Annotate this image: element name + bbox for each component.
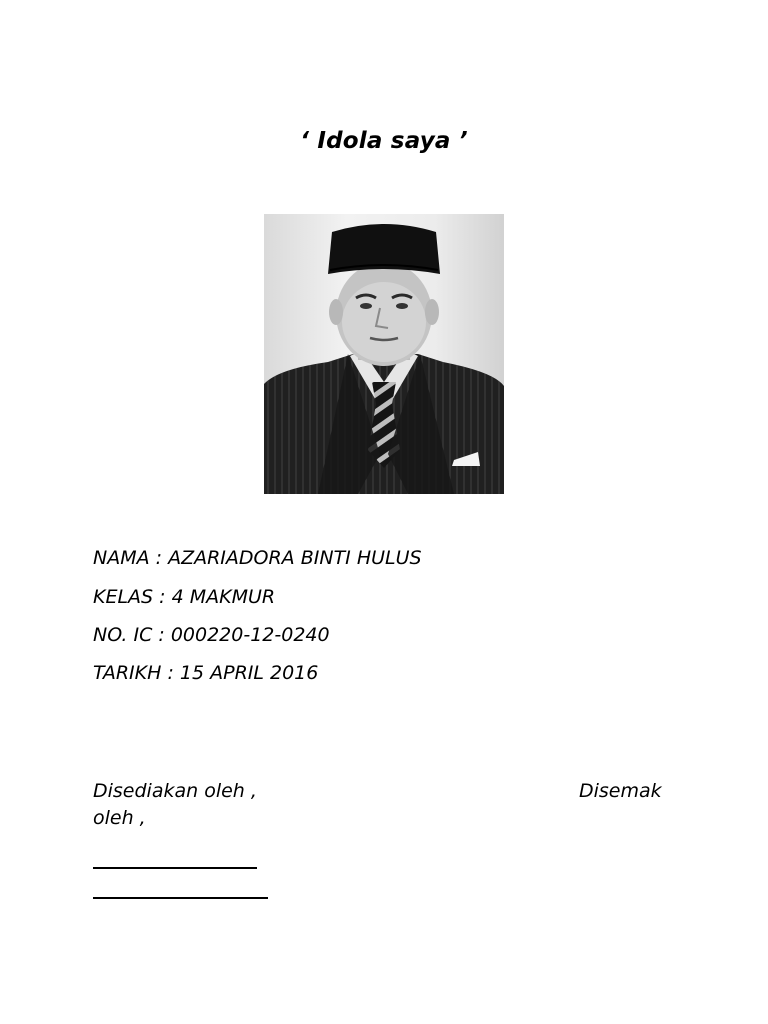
info-nama: NAMA : AZARIADORA BINTI HULUS xyxy=(93,547,422,569)
info-kelas: KELAS : 4 MAKMUR xyxy=(93,586,276,608)
signature-line-checked xyxy=(93,897,268,899)
prepared-by-label: Disediakan oleh , xyxy=(93,780,257,802)
signature-line-prepared xyxy=(93,867,257,869)
checked-by-label-continued: oleh , xyxy=(93,807,146,829)
info-no-ic: NO. IC : 000220-12-0240 xyxy=(93,624,330,646)
portrait-photo xyxy=(258,214,510,494)
checked-by-label: Disemak xyxy=(579,780,662,802)
page-title: ‘ Idola saya ’ xyxy=(300,128,468,154)
info-tarikh: TARIKH : 15 APRIL 2016 xyxy=(93,662,319,684)
